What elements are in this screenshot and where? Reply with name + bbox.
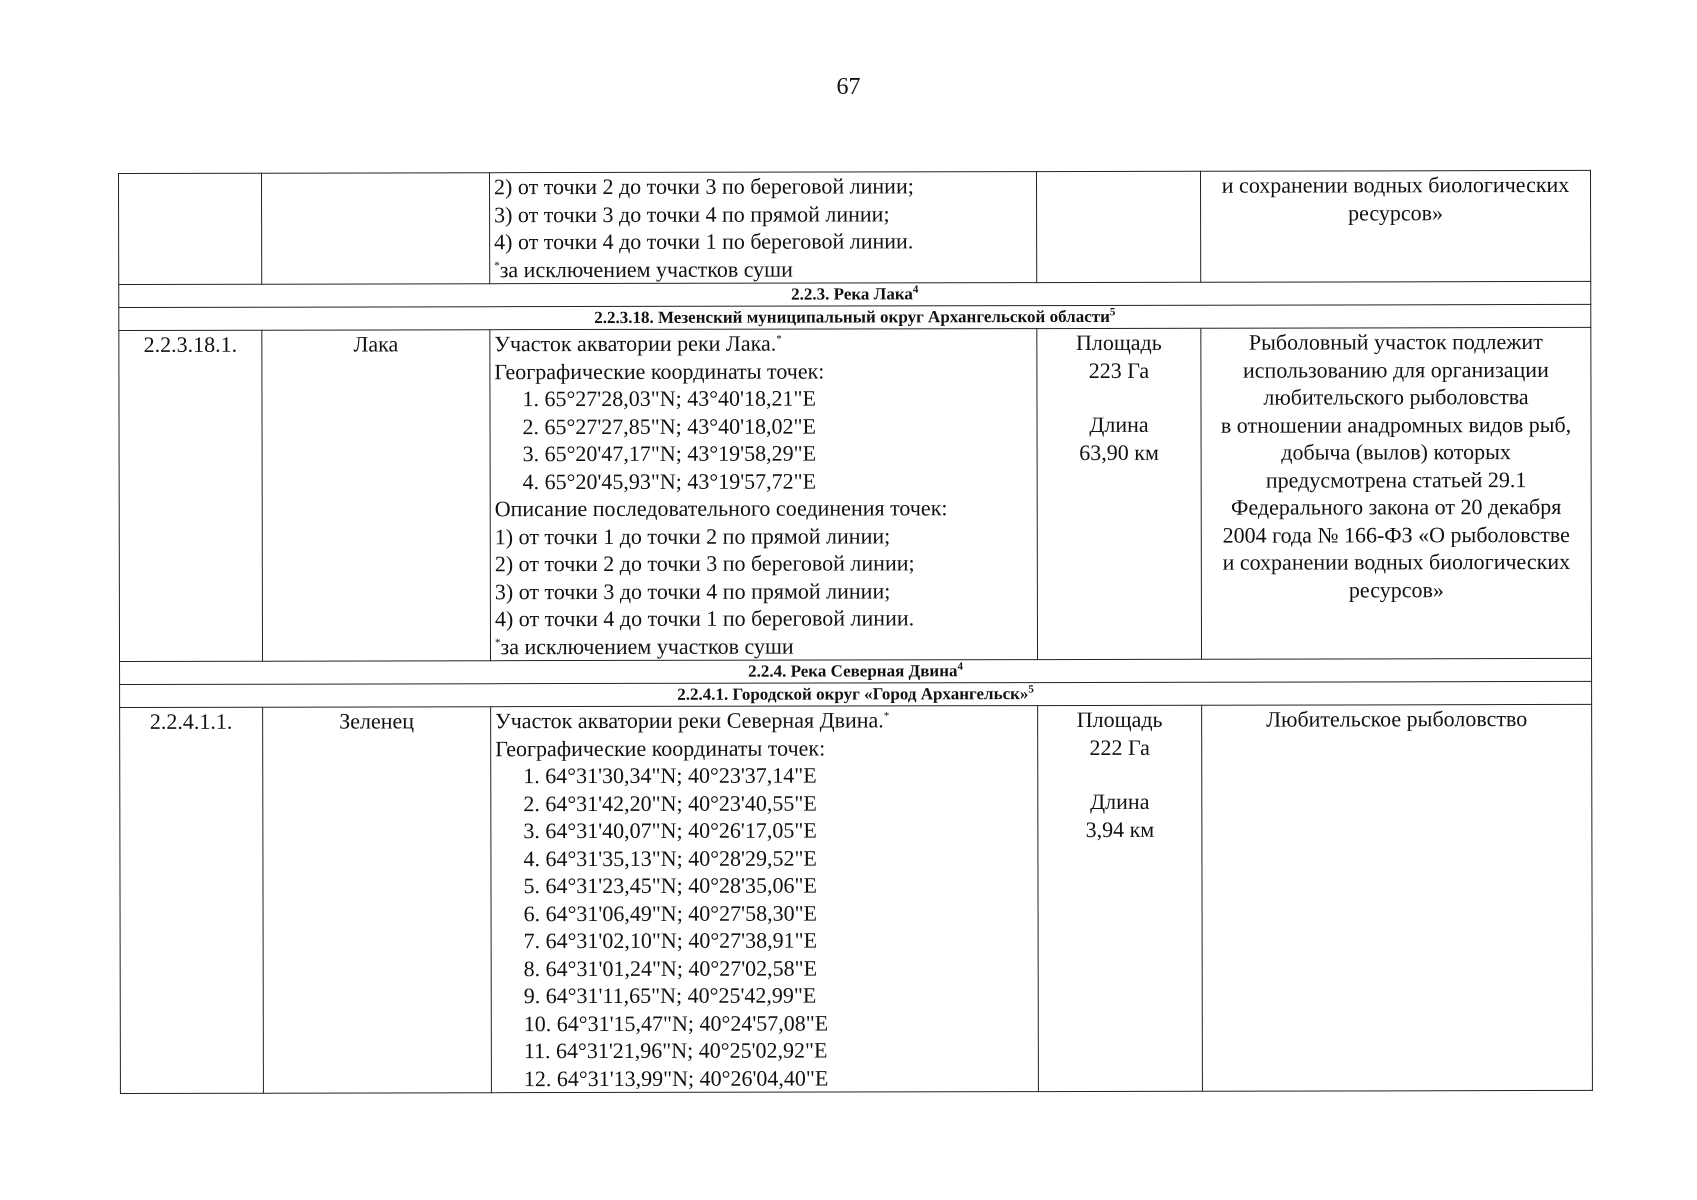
note-line: предусмотрена статьей 29.1: [1265, 466, 1527, 493]
cell-area: [1037, 328, 1202, 659]
cell-description: [490, 329, 1038, 661]
section-heading-row: [120, 681, 1592, 707]
connection-line: 2) от точки 2 до точки 3 по береговой линии;: [494, 550, 915, 577]
cell-num: 2.2.3.18.1.: [119, 330, 263, 661]
connection-line: 1) от точки 1 до точки 2 по прямой линии;: [494, 522, 891, 549]
cell-area: [1038, 705, 1203, 1091]
coordinate-point: 6. 64°31'06,49"N; 40°27'58,30"E: [523, 900, 818, 926]
note-line: Любительское рыболовство: [1266, 706, 1528, 732]
area-value: 222 Га: [1089, 734, 1150, 760]
section-footnote-ref: 4: [957, 660, 964, 673]
footnote-mark: *: [776, 333, 782, 346]
footnote-mark: *: [883, 710, 890, 723]
coordinate-point: 4. 65°20'45,93"N; 43°19'57,72"E: [522, 468, 817, 494]
section-heading-row: [119, 281, 1591, 307]
section-heading: [120, 681, 1592, 707]
note-line: и сохранении водных биологических: [1222, 548, 1571, 575]
connection-line: 2) от точки 2 до точки 3 по береговой линии;: [494, 173, 914, 200]
note-line: Федерального закона от 20 декабря: [1231, 493, 1562, 520]
note-line: ресурсов»: [1348, 576, 1444, 602]
coordinate-point: 11. 64°31'21,96"N; 40°25'02,92"E: [523, 1037, 828, 1064]
intro-line: [494, 329, 1032, 358]
connection-line: 4) от точки 4 до точки 1 по береговой линии.: [494, 605, 915, 632]
note-line: Рыболовный участок подлежит: [1248, 329, 1543, 355]
cell-note: [1200, 170, 1590, 282]
note-line: добыча (вылов) которых: [1281, 439, 1511, 465]
intro-text: Участок акватории реки Северная Двина.: [495, 707, 884, 734]
cell-description: [490, 172, 1037, 284]
fishing-sites-table: [118, 170, 1593, 1094]
footnote-line: [495, 632, 1033, 661]
coordinate-point: 9. 64°31'11,65"N; 40°25'42,99"E: [523, 982, 817, 1009]
coordinate-point: 8. 64°31'01,24"N; 40°27'02,58"E: [523, 955, 818, 981]
cell-name: [262, 173, 490, 284]
length-value: 3,94 км: [1085, 816, 1155, 842]
section-heading-row: [120, 658, 1592, 684]
length-value: 63,90 км: [1079, 439, 1159, 465]
coordinate-point: 1. 64°31'30,34"N; 40°23'37,14"E: [523, 762, 817, 789]
connection-line: 4) от точки 4 до точки 1 по береговой линии.: [494, 228, 914, 255]
section-title: 2.2.3. Река Лака: [791, 284, 913, 304]
cell-name: Зеленец: [263, 707, 492, 1093]
table-row: [120, 704, 1593, 1093]
area-value: 223 Га: [1088, 357, 1150, 383]
section-title: 2.2.3.18. Мезенский муниципальный округ Архангельской области: [594, 306, 1110, 328]
intro-text: Участок акватории реки Лака.: [494, 330, 777, 357]
page-number: 67: [836, 74, 861, 100]
section-heading: [120, 658, 1592, 684]
section-title: 2.2.4.1. Городской округ «Город Архангельск»: [677, 684, 1029, 704]
connection-title: Описание последовательного соединения точек:: [494, 495, 948, 522]
section-heading: [119, 304, 1591, 330]
coordinate-point: 10. 64°31'15,47"N; 40°24'57,08"E: [523, 1010, 829, 1036]
length-label: Длина: [1090, 788, 1150, 814]
note-line: в отношении анадромных видов рыб,: [1220, 411, 1572, 438]
footnote-mark: *: [494, 636, 501, 649]
intro-line: [495, 706, 1033, 735]
coords-title: Географические координаты точек:: [494, 358, 825, 384]
note-line: ресурсов»: [1348, 199, 1444, 225]
section-footnote-ref: 5: [1109, 306, 1116, 319]
table-row: [119, 327, 1592, 661]
cell-area: [1036, 171, 1200, 282]
footnote-line: [494, 255, 1032, 284]
coordinate-point: 3. 65°20'47,17"N; 43°19'58,29"E: [522, 440, 817, 467]
length-label: Длина: [1089, 411, 1149, 437]
note-line: 2004 года № 166-ФЗ «О рыболовстве: [1222, 521, 1570, 548]
cell-note: [1202, 704, 1593, 1091]
footnote-text: за исключением участков суши: [499, 256, 793, 282]
coordinate-point: 2. 64°31'42,20"N; 40°23'40,55"E: [523, 790, 817, 816]
cell-num: 2.2.4.1.1.: [120, 707, 264, 1093]
coordinate-point: 5. 64°31'23,45"N; 40°28'35,06"E: [523, 872, 817, 899]
cell-name: Лака: [262, 330, 491, 661]
footnote-text: за исключением участков суши: [500, 633, 794, 659]
connection-line: 3) от точки 3 до точки 4 по прямой линии;: [494, 200, 890, 227]
note-line: использованию для организации: [1242, 356, 1549, 383]
section-title: 2.2.4. Река Северная Двина: [748, 661, 958, 681]
area-label: Площадь: [1076, 706, 1163, 732]
section-heading-row: [119, 304, 1591, 330]
note-line: и сохранении водных биологических: [1221, 171, 1570, 198]
coordinate-point: 7. 64°31'02,10"N; 40°27'38,91"E: [523, 927, 818, 954]
coordinate-point: 4. 64°31'35,13"N; 40°28'29,52"E: [523, 845, 817, 871]
connection-line: 3) от точки 3 до точки 4 по прямой линии;: [494, 577, 891, 604]
coordinate-point: 2. 65°27'27,85"N; 43°40'18,02"E: [522, 413, 816, 439]
coords-title: Географические координаты точек:: [495, 735, 826, 761]
cell-num: [119, 173, 262, 284]
section-footnote-ref: 5: [1028, 683, 1034, 696]
cell-note: [1201, 327, 1592, 659]
coordinate-point: 1. 65°27'28,03"N; 43°40'18,21"E: [522, 385, 816, 412]
section-footnote-ref: 4: [912, 283, 919, 296]
table-row-continued: [119, 170, 1591, 284]
coordinate-point: 3. 64°31'40,07"N; 40°26'17,05"E: [523, 817, 817, 844]
section-heading: [119, 281, 1591, 307]
area-label: Площадь: [1075, 329, 1162, 355]
note-line: любительского рыболовства: [1263, 384, 1529, 410]
coordinate-point: 12. 64°31'13,99"N; 40°26'04,40"E: [523, 1065, 829, 1091]
cell-description: [491, 706, 1039, 1093]
footnote-mark: *: [494, 259, 500, 272]
